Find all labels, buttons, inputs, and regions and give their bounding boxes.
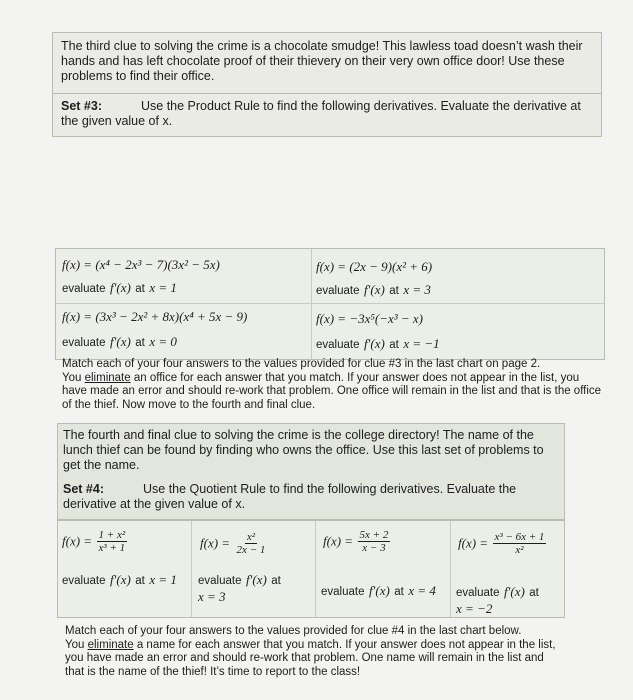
set4-problem-4-function: f(x) = $\frac{\text{x³ − 6x + 1}}{\text{x²}}$ xyxy=(458,531,545,556)
set3-problem-1-eval: evaluate f′(x) at x = 1 xyxy=(62,280,177,295)
clue4-match-instructions: Match each of your four answers to the values provided for clue #4 in the last chart below. You eliminate a name for each answer that you match. If your answer does not appear in the list, you have made an error and should re-work that problem. One name will remain in the list and that is the name of the thief! It’s time to report to the class! xyxy=(65,625,556,678)
clue3-match-instructions: Match each of your four answers to the values provided for clue #3 in the last chart on page 2. You eliminate an office for each answer that you match. If your answer does not appear in the list, you have made an error and should re-work that problem. One office will remain in the list and that is the office of the thief. Now move to the fourth and final clue. xyxy=(62,358,602,411)
set4-problem-2-eval: evaluate f′(x) at x = 3 xyxy=(198,572,281,604)
set3-problem-4-function: f(x) = −3x⁵(−x³ − x) xyxy=(316,311,424,326)
set4-problem-3-function: f(x) = $\frac{5x + 2}{x - 3}$ xyxy=(323,529,389,554)
set3-instruction: Use the Product Rule to find the following derivatives. Evaluate the derivative at the given value of x. xyxy=(61,99,581,128)
clue4-intro: The fourth and final clue to solving the crime is the college directory! The name of the lunch thief can be found by finding who owns the office. Use this last set of problems to get the name. xyxy=(63,428,544,472)
set4-problem-3-eval: evaluate f′(x) at x = 4 xyxy=(321,583,436,598)
set3-problem-3-eval: evaluate f′(x) at x = 0 xyxy=(62,334,177,349)
set3-problem-2-function: f(x) = (2x − 9)(x² + 6) xyxy=(316,259,433,274)
set3-problem-1-function: f(x) = (x⁴ − 2x³ − 7)(3x² − 5x) xyxy=(62,257,220,272)
set4-problems xyxy=(57,520,565,618)
clue3-intro: The third clue to solving the crime is a chocolate smudge! This lawless toad doesn’t wash their hands and has left chocolate proof of their thievery on their very own office door! Use these problems to find their office. xyxy=(61,39,583,83)
set4-problem-1-eval: evaluate f′(x) at x = 1 xyxy=(62,572,177,587)
set4-problem-2-function: f(x) = $\frac{\text{x²}}{2x - 1}$ xyxy=(200,531,266,556)
set3-problem-4-eval: evaluate f′(x) at x = −1 xyxy=(316,336,440,351)
set3-problem-2-eval: evaluate f′(x) at x = 3 xyxy=(316,282,431,297)
set4-label: Set #4: xyxy=(63,482,104,496)
set4-problem-4-eval: evaluate f′(x) at x = −2 xyxy=(456,584,539,616)
clue3-box xyxy=(52,32,602,137)
set3-problem-3-function: f(x) = (3x³ − 2x² + 8x)(x⁴ + 5x − 9) xyxy=(62,309,248,324)
set3-label: Set #3: xyxy=(61,99,102,113)
set4-problem-1-function: f(x) = $\frac{\text{1 + x²}}{\text{x³ + 1}}$ xyxy=(62,529,126,554)
set4-instruction: Use the Quotient Rule to find the following derivatives. Evaluate the derivative at the given value of x. xyxy=(63,482,517,511)
set3-problems xyxy=(55,248,605,360)
clue4-box xyxy=(57,423,565,520)
